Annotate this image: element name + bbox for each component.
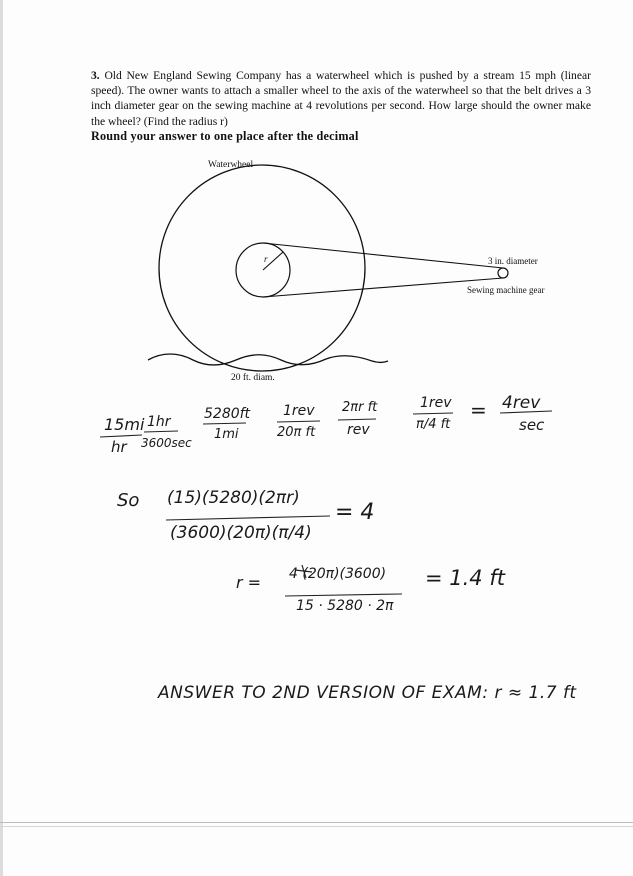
wheel-diameter-label: 20 ft. diam.	[231, 373, 275, 383]
equation-denominator: (3600)(20π)(π/4)	[170, 523, 312, 543]
term-hour: hr	[111, 438, 127, 456]
equation-result: = 4	[335, 500, 375, 525]
term-miles: 15mi	[104, 415, 145, 434]
term-1rev: 1rev	[283, 403, 315, 419]
term-1hr: 1hr	[147, 414, 171, 430]
term-pi-over-4-ft: π/4 ft	[416, 417, 451, 432]
solve-result: = 1.4 ft	[425, 566, 505, 590]
term-20pi-ft: 20π ft	[277, 425, 316, 440]
radius-label: r	[264, 254, 268, 264]
gear-label: Sewing machine gear	[467, 285, 545, 295]
so-label: So	[117, 490, 140, 511]
term-sec: sec	[519, 416, 545, 434]
problem-number: 3.	[91, 69, 100, 82]
scan-artifact-line	[0, 826, 633, 827]
term-2pir-ft: 2πr ft	[342, 400, 378, 415]
conversion-equals: =	[470, 398, 487, 422]
term-1rev-b: 1rev	[420, 395, 452, 411]
term-4rev: 4rev	[502, 393, 541, 413]
gear-diameter-label: 3 in. diameter	[488, 256, 538, 266]
second-version-answer: ANSWER TO 2ND VERSION OF EXAM: r ≈ 1.7 ft	[158, 683, 577, 703]
problem-text: Old New England Sewing Company has a waterwheel which is pushed by a stream 15 mph (linear speed). The owner wants to attach a smaller wheel to the axis of the waterwheel so that the belt drives a 3 inch diameter gear on the sewing machine at 4 revolutions per second. How large should the owner make the wheel? (Find the radius r)	[91, 69, 591, 128]
term-1mi: 1mi	[214, 427, 239, 442]
scan-artifact-line	[0, 822, 633, 823]
solve-lhs: r =	[236, 573, 262, 592]
rounding-instruction: Round your answer to one place after the decimal	[91, 128, 359, 143]
solve-numerator: 4 (20π)(3600)	[289, 566, 387, 582]
solve-denominator: 15 · 5280 · 2π	[296, 598, 394, 614]
term-3600sec: 3600sec	[141, 436, 192, 450]
equation-numerator: (15)(5280)(2πr)	[167, 488, 300, 508]
term-5280ft: 5280ft	[204, 406, 251, 422]
term-rev: rev	[347, 422, 370, 438]
waterwheel-label: Waterwheel	[208, 160, 254, 170]
